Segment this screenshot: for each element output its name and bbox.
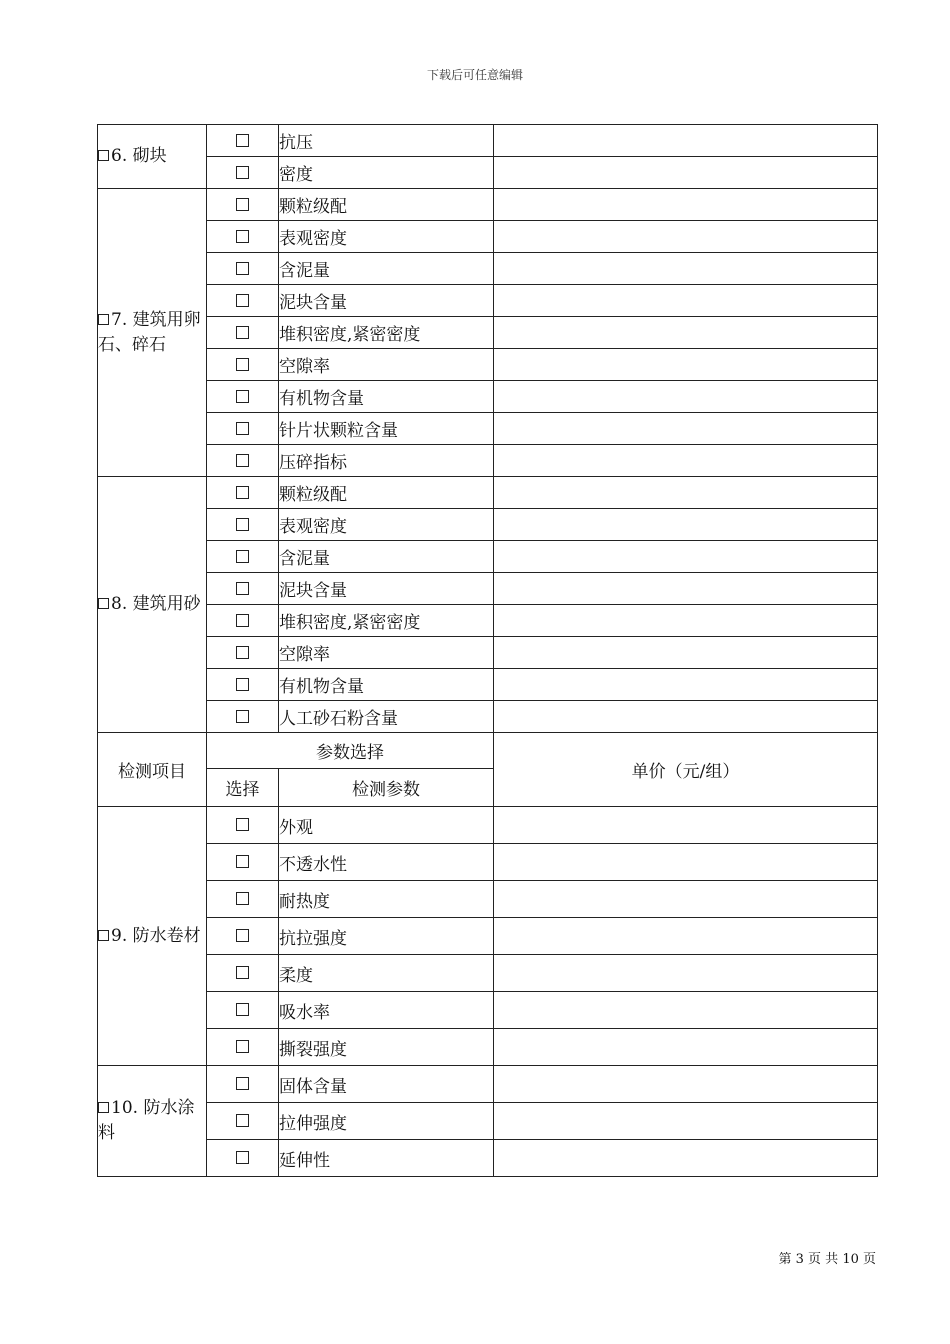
param-name: 含泥量 [279, 541, 494, 573]
param-name: 撕裂强度 [279, 1029, 494, 1066]
unit-price-cell[interactable] [494, 221, 878, 253]
select-cell [207, 317, 279, 349]
table-row [98, 1140, 878, 1177]
param-checkbox[interactable] [236, 855, 249, 868]
param-checkbox[interactable] [236, 1151, 249, 1164]
param-name: 针片状颗粒含量 [279, 413, 494, 445]
unit-price-cell[interactable] [494, 157, 878, 189]
select-cell [207, 445, 279, 477]
table-row [98, 125, 878, 157]
unit-price-cell[interactable] [494, 573, 878, 605]
param-checkbox[interactable] [236, 454, 249, 467]
select-cell [207, 125, 279, 157]
unit-price-cell[interactable] [494, 477, 878, 509]
param-checkbox[interactable] [236, 486, 249, 499]
header-param-select: 参数选择 [207, 733, 494, 769]
table-row [98, 605, 878, 637]
param-checkbox[interactable] [236, 166, 249, 179]
select-cell [207, 221, 279, 253]
unit-price-cell[interactable] [494, 807, 878, 844]
category-cell [98, 1066, 207, 1177]
table-row [98, 445, 878, 477]
select-cell [207, 955, 279, 992]
select-cell [207, 807, 279, 844]
param-name: 泥块含量 [279, 573, 494, 605]
param-checkbox[interactable] [236, 358, 249, 371]
param-name: 拉伸强度 [279, 1103, 494, 1140]
unit-price-cell[interactable] [494, 349, 878, 381]
select-cell [207, 573, 279, 605]
param-checkbox[interactable] [236, 230, 249, 243]
table-row [98, 157, 878, 189]
table-row [98, 381, 878, 413]
category-checkbox[interactable] [98, 314, 109, 325]
select-cell [207, 477, 279, 509]
param-checkbox[interactable] [236, 646, 249, 659]
category-cell [98, 125, 207, 189]
param-name: 有机物含量 [279, 669, 494, 701]
select-cell [207, 918, 279, 955]
table-row [98, 701, 878, 733]
select-cell [207, 1103, 279, 1140]
param-checkbox[interactable] [236, 929, 249, 942]
select-cell [207, 509, 279, 541]
param-checkbox[interactable] [236, 326, 249, 339]
unit-price-cell[interactable] [494, 317, 878, 349]
table-row [98, 285, 878, 317]
header-test-param: 检测参数 [279, 769, 494, 807]
param-name: 堆积密度,紧密密度 [279, 317, 494, 349]
param-checkbox[interactable] [236, 818, 249, 831]
category-checkbox[interactable] [98, 1102, 109, 1113]
param-name: 空隙率 [279, 349, 494, 381]
select-cell [207, 701, 279, 733]
unit-price-cell[interactable] [494, 669, 878, 701]
param-checkbox[interactable] [236, 966, 249, 979]
select-cell [207, 1029, 279, 1066]
param-name: 抗拉强度 [279, 918, 494, 955]
category-cell [98, 477, 207, 733]
category-label: 8. 建筑用砂 [111, 594, 201, 614]
unit-price-cell[interactable] [494, 605, 878, 637]
select-cell [207, 992, 279, 1029]
table-row [98, 413, 878, 445]
table-row [98, 221, 878, 253]
param-checkbox[interactable] [236, 710, 249, 723]
param-checkbox[interactable] [236, 1077, 249, 1090]
select-cell [207, 669, 279, 701]
table-row [98, 541, 878, 573]
unit-price-cell[interactable] [494, 918, 878, 955]
param-name: 耐热度 [279, 881, 494, 918]
table-row [98, 669, 878, 701]
param-name: 空隙率 [279, 637, 494, 669]
category-label: 6. 砌块 [111, 146, 167, 166]
param-checkbox[interactable] [236, 198, 249, 211]
table-row [98, 1066, 878, 1103]
param-name: 颗粒级配 [279, 477, 494, 509]
select-cell [207, 285, 279, 317]
unit-price-cell[interactable] [494, 1140, 878, 1177]
table-row [98, 477, 878, 509]
unit-price-cell[interactable] [494, 637, 878, 669]
param-name: 表观密度 [279, 221, 494, 253]
unit-price-cell[interactable] [494, 413, 878, 445]
select-cell [207, 157, 279, 189]
unit-price-cell[interactable] [494, 189, 878, 221]
header-select: 选择 [207, 769, 279, 807]
param-checkbox[interactable] [236, 550, 249, 563]
param-checkbox[interactable] [236, 134, 249, 147]
select-cell [207, 349, 279, 381]
param-checkbox[interactable] [236, 262, 249, 275]
param-checkbox[interactable] [236, 892, 249, 905]
table-header-row [98, 733, 878, 769]
param-checkbox[interactable] [236, 678, 249, 691]
table-row [98, 955, 878, 992]
param-name: 延伸性 [279, 1140, 494, 1177]
table-row [98, 637, 878, 669]
select-cell [207, 844, 279, 881]
param-name: 柔度 [279, 955, 494, 992]
unit-price-cell[interactable] [494, 253, 878, 285]
param-checkbox[interactable] [236, 614, 249, 627]
page-footer: 第 3 页 共 10 页 [778, 1252, 876, 1267]
param-checkbox[interactable] [236, 1003, 249, 1016]
param-name: 堆积密度,紧密密度 [279, 605, 494, 637]
unit-price-cell[interactable] [494, 992, 878, 1029]
param-name: 不透水性 [279, 844, 494, 881]
select-cell [207, 605, 279, 637]
header-test-item: 检测项目 [98, 733, 207, 807]
param-checkbox[interactable] [236, 518, 249, 531]
table-row [98, 881, 878, 918]
table-row [98, 918, 878, 955]
unit-price-cell[interactable] [494, 509, 878, 541]
select-cell [207, 189, 279, 221]
unit-price-cell[interactable] [494, 844, 878, 881]
select-cell [207, 1140, 279, 1177]
unit-price-cell[interactable] [494, 1029, 878, 1066]
category-cell [98, 807, 207, 1066]
param-checkbox[interactable] [236, 1114, 249, 1127]
unit-price-cell[interactable] [494, 1066, 878, 1103]
category-label: 7. 建筑用卵石、碎石 [98, 309, 201, 355]
table-row [98, 573, 878, 605]
unit-price-cell[interactable] [494, 445, 878, 477]
select-cell [207, 541, 279, 573]
param-checkbox[interactable] [236, 294, 249, 307]
param-name: 泥块含量 [279, 285, 494, 317]
unit-price-cell[interactable] [494, 881, 878, 918]
category-label: 10. 防水涂料 [98, 1098, 195, 1143]
page-header-note: 下载后可任意编辑 [426, 68, 523, 82]
unit-price-cell[interactable] [494, 1103, 878, 1140]
select-cell [207, 1066, 279, 1103]
param-name: 表观密度 [279, 509, 494, 541]
category-checkbox[interactable] [98, 930, 109, 941]
category-checkbox[interactable] [98, 598, 109, 609]
param-name: 颗粒级配 [279, 189, 494, 221]
table-row [98, 1029, 878, 1066]
param-name: 外观 [279, 807, 494, 844]
select-cell [207, 413, 279, 445]
select-cell [207, 637, 279, 669]
select-cell [207, 253, 279, 285]
test-items-table [97, 124, 878, 1177]
select-cell [207, 381, 279, 413]
param-name: 固体含量 [279, 1066, 494, 1103]
param-name: 含泥量 [279, 253, 494, 285]
unit-price-cell[interactable] [494, 701, 878, 733]
header-unit-price: 单价（元/组） [494, 733, 878, 807]
param-checkbox[interactable] [236, 582, 249, 595]
unit-price-cell[interactable] [494, 285, 878, 317]
table-row [98, 1103, 878, 1140]
table-row [98, 844, 878, 881]
param-checkbox[interactable] [236, 390, 249, 403]
param-name: 密度 [279, 157, 494, 189]
table-row [98, 253, 878, 285]
table-row [98, 992, 878, 1029]
table-row [98, 317, 878, 349]
unit-price-cell[interactable] [494, 955, 878, 992]
table-row [98, 807, 878, 844]
unit-price-cell[interactable] [494, 541, 878, 573]
category-checkbox[interactable] [98, 150, 109, 161]
select-cell [207, 881, 279, 918]
param-name: 有机物含量 [279, 381, 494, 413]
table-row [98, 189, 878, 221]
param-name: 压碎指标 [279, 445, 494, 477]
unit-price-cell[interactable] [494, 381, 878, 413]
param-name: 吸水率 [279, 992, 494, 1029]
param-name: 抗压 [279, 125, 494, 157]
param-name: 人工砂石粉含量 [279, 701, 494, 733]
param-checkbox[interactable] [236, 1040, 249, 1053]
unit-price-cell[interactable] [494, 125, 878, 157]
category-cell [98, 189, 207, 477]
table-row [98, 509, 878, 541]
category-label: 9. 防水卷材 [111, 925, 201, 946]
param-checkbox[interactable] [236, 422, 249, 435]
table-row [98, 349, 878, 381]
